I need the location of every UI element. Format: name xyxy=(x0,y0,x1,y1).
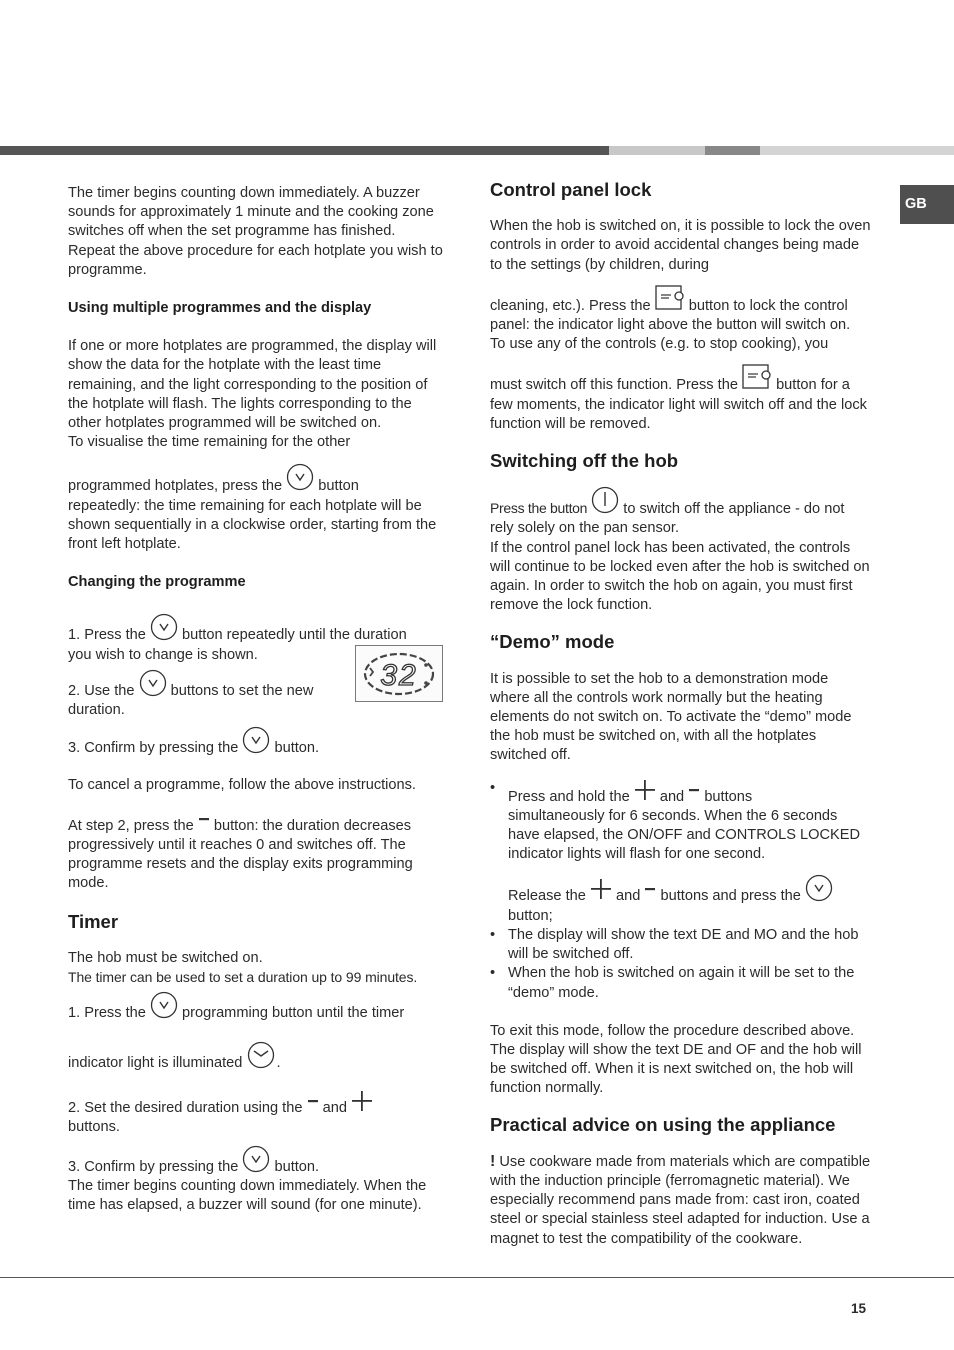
lock-paragraph-4: To use any of the controls (e.g. to stop cooking), you xyxy=(490,336,829,353)
header-bar-light xyxy=(609,146,705,155)
multiple-paragraph-2: To visualise the time remaining for the other xyxy=(68,434,351,451)
text: button to lock the control xyxy=(688,297,848,314)
text: 3. Confirm by pressing the xyxy=(68,1158,239,1175)
timer-step-1 xyxy=(68,991,448,1023)
multiple-paragraph-3 xyxy=(68,463,448,496)
switching-off-heading: Switching off the hob xyxy=(490,450,679,472)
cancel-paragraph: To cancel a programme, follow the above instructions. xyxy=(68,777,416,794)
bullet: • xyxy=(490,965,496,982)
list-item xyxy=(490,964,872,1002)
control-panel-lock-heading: Control panel lock xyxy=(490,179,652,200)
text: At step 2, press the xyxy=(68,817,194,834)
right-column xyxy=(490,180,872,1249)
lock-paragraph-6: few moments, the indicator light will switch off and the lock function will be removed. xyxy=(490,396,867,432)
practical-advice-heading: Practical advice on using the appliance xyxy=(490,1113,836,1135)
footer-rule xyxy=(0,1277,954,1278)
timer-button-icon xyxy=(139,669,167,697)
text: and xyxy=(322,1099,347,1116)
text: Use cookware made from materials which are compatible with the induction principle (ferromagnetic material). We especially recommend pans made from: cast iron, coated steel or special stainless steel adapted for induction. Use a magnet to test the compatibility of the cookware. xyxy=(490,1153,871,1247)
timer-button-icon xyxy=(150,991,178,1019)
text: button xyxy=(318,478,359,495)
demo-mode-heading: “Demo” mode xyxy=(490,631,615,653)
cancel-paragraph-3: progressively until it reaches 0 and switches off. The programme resets and the display exits programming mode. xyxy=(68,836,413,892)
power-button-icon xyxy=(591,486,619,514)
step-1 xyxy=(68,613,448,645)
text: 3. Confirm by pressing the xyxy=(68,740,239,757)
plus-icon xyxy=(634,779,656,801)
off-paragraph-2: rely solely on the pan sensor. xyxy=(490,520,680,537)
text: must switch off this function. Press the xyxy=(490,377,738,394)
text: button repeatedly until the duration xyxy=(182,627,407,644)
minus-icon xyxy=(688,785,700,797)
intro-paragraph: The timer begins counting down immediately. A buzzer sounds for approximately 1 minute and the cooking zone switches off when the set programme has finished. xyxy=(68,185,434,240)
timer-button-icon xyxy=(286,463,314,491)
plus-icon xyxy=(590,878,612,900)
timer-light-icon xyxy=(246,1039,276,1069)
text: cleaning, etc.). Press the xyxy=(490,297,651,314)
text: button. xyxy=(274,1158,320,1175)
list-item-release xyxy=(508,874,872,906)
timer-step-1-cont xyxy=(68,1039,448,1073)
text: . xyxy=(276,1055,281,1072)
minus-icon xyxy=(307,1096,319,1108)
timer-paragraph-2: The timer can be used to set a duration up to 99 minutes. xyxy=(68,968,418,985)
bullet: • xyxy=(490,779,496,796)
text: buttons xyxy=(704,788,753,805)
text: 2. Use the xyxy=(68,682,135,699)
list-item-end: button; xyxy=(508,907,553,924)
display-screen xyxy=(356,646,442,701)
timer-step-2-cont: buttons. xyxy=(68,1118,120,1135)
step-1-cont: you wish to change is shown. xyxy=(68,646,258,663)
off-paragraph-3: If the control panel lock has been activated, the controls will continue to be locked even after the hob is switched on again. In order to switch the hob on again, you must first remove the lock function. xyxy=(490,539,870,614)
multiple-paragraph-4: repeatedly: the time remaining for each hotplate will be shown sequentially in a clockwise order, starting from the front left hotplate. xyxy=(68,497,437,553)
text: When the hob is switched on again it will be set to the “demo” mode. xyxy=(508,965,855,1001)
text: 1. Press the xyxy=(68,1005,146,1022)
minus-icon xyxy=(644,884,656,896)
list-item-body: simultaneously for 6 seconds. When the 6 seconds have elapsed, the ON/OFF and CONTROLS LOCKED indicator lights will flash for one second. xyxy=(508,807,861,863)
text: Press and hold the xyxy=(508,788,630,805)
text: 1. Press the xyxy=(68,627,146,644)
text: 2. Set the desired duration using the xyxy=(68,1099,303,1116)
plus-icon xyxy=(351,1090,373,1112)
lock-paragraph: When the hob is switched on, it is possible to lock the oven controls in order to avoid accidental changes being made to the settings (by children, during xyxy=(490,218,871,273)
step-3 xyxy=(68,726,448,758)
text: Press the button xyxy=(490,500,588,517)
display-digits: 32 xyxy=(380,659,418,692)
warning-mark: ! xyxy=(490,1152,496,1170)
text: programming button until the timer xyxy=(182,1005,405,1022)
text: Release the xyxy=(508,888,586,905)
exit-paragraph: To exit this mode, follow the procedure described above. The display will show the text DE and OF and the hob will be switched off. When it is next switched on, the hob will function normally. xyxy=(490,1022,862,1097)
text: button for a xyxy=(776,377,850,394)
demo-paragraph: It is possible to set the hob to a demonstration mode where all the controls work normally but the heating elements do not switch on. To activate the “demo” mode the hob must be switched on, with all the hotplates switched off. xyxy=(490,670,852,764)
header-bar-dark xyxy=(0,146,609,155)
timer-step-2 xyxy=(68,1090,448,1118)
text: to switch off the appliance - do not xyxy=(623,501,845,518)
text: buttons and press the xyxy=(660,888,801,905)
advice-paragraph xyxy=(490,1152,872,1249)
bullet: • xyxy=(490,926,496,943)
lock-button-icon xyxy=(655,285,685,311)
timer-button-icon xyxy=(242,726,270,754)
intro-paragraph-2: Repeat the above procedure for each hotplate you wish to programme. xyxy=(68,242,443,278)
text: indicator light is illuminated xyxy=(68,1055,243,1072)
cancel-paragraph-2 xyxy=(68,814,448,836)
list-item xyxy=(490,779,872,926)
text: and xyxy=(616,888,641,905)
timer-button-icon xyxy=(242,1145,270,1173)
lock-paragraph-5 xyxy=(490,364,872,395)
timer-step-3 xyxy=(68,1145,448,1177)
multiple-paragraph: If one or more hotplates are programmed, the display will show the data for the hotplate with the least time remaining, and the light corresponding to the position of the hotplate will flash. The lights corresponding to the other hotplates programmed will be switched on. xyxy=(68,338,437,432)
header-bar-pale xyxy=(760,146,954,155)
off-paragraph xyxy=(490,486,872,519)
display-figure xyxy=(355,645,443,702)
text: and xyxy=(659,788,685,805)
language-tab: GB xyxy=(900,185,954,224)
text: The display will show the text DE and MO and the hob will be switched off. xyxy=(508,926,859,963)
changing-programme-heading: Changing the programme xyxy=(68,574,246,591)
multiple-programmes-heading: Using multiple programmes and the display xyxy=(68,300,372,317)
text: programmed hotplates, press the xyxy=(68,478,283,495)
text: buttons to set the new xyxy=(170,682,314,699)
timer-heading: Timer xyxy=(68,911,119,933)
timer-button-icon xyxy=(805,874,833,902)
timer-paragraph: The hob must be switched on. xyxy=(68,949,263,966)
text: button: the duration decreases xyxy=(213,817,412,834)
minus-icon xyxy=(198,814,210,826)
lock-button-icon xyxy=(742,364,772,390)
text: button. xyxy=(274,740,320,757)
list-item xyxy=(490,926,872,964)
demo-steps-list xyxy=(490,779,872,1003)
timer-button-icon xyxy=(150,613,178,641)
step-2-cont: duration. xyxy=(68,702,125,719)
header-bar-mid xyxy=(705,146,760,155)
lock-paragraph-3: panel: the indicator light above the button will switch on. xyxy=(490,317,851,334)
timer-end-paragraph: The timer begins counting down immediately. When the time has elapsed, a buzzer will sound (for one minute). xyxy=(68,1178,427,1214)
page-number: 15 xyxy=(851,1301,867,1316)
lock-paragraph-2 xyxy=(490,285,872,316)
